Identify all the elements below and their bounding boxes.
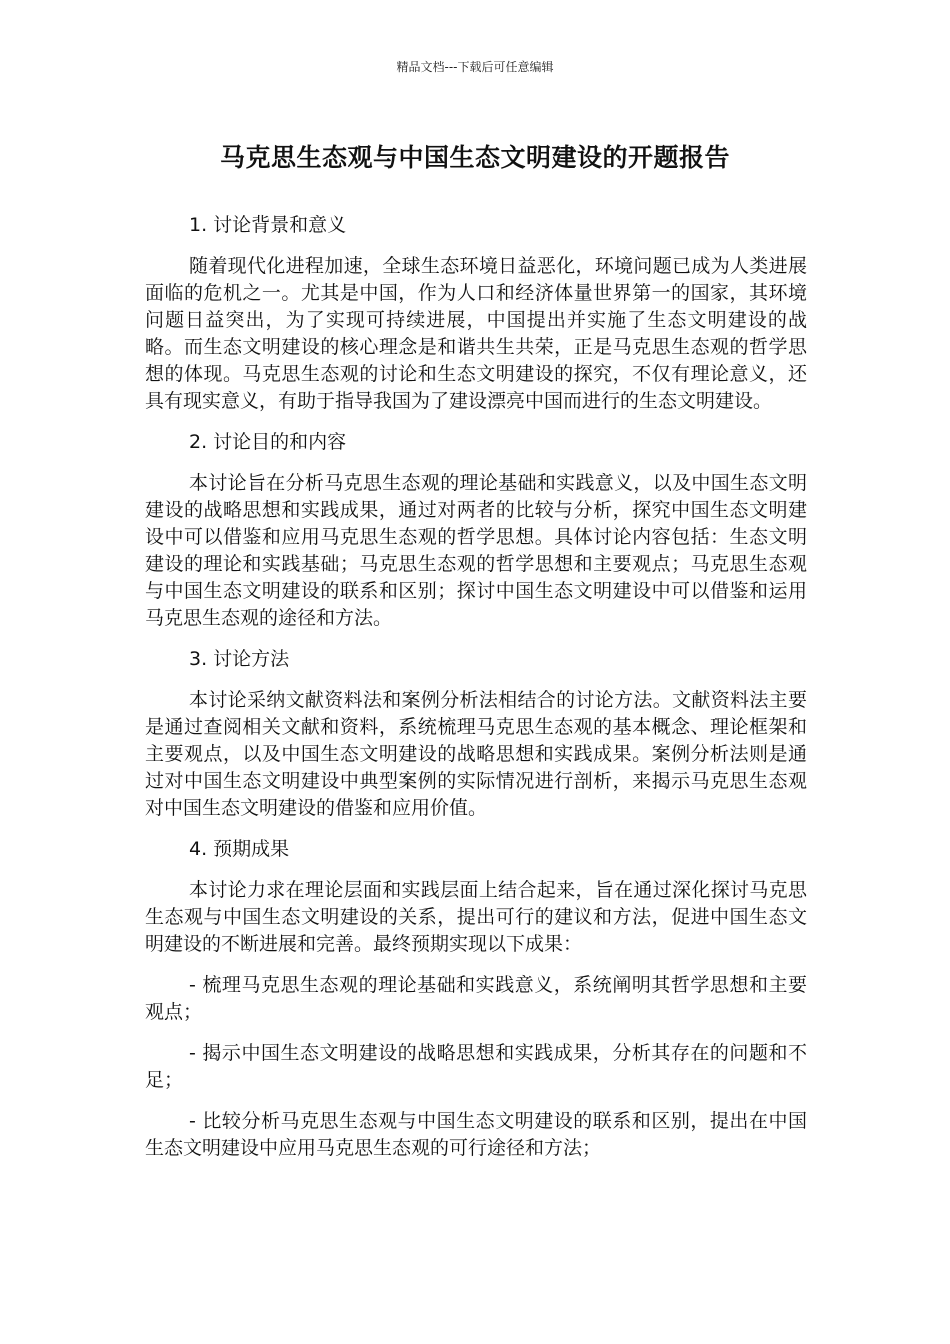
section-paragraph: 本讨论力求在理论层面和实践层面上结合起来，旨在通过深化探讨马克思生态观与中国生态文明建设的关系，提出可行的建议和方法，促进中国生态文明建设的不断进展和完善。最终预期实现以下成果：	[145, 879, 807, 955]
section-heading: 2. 讨论目的和内容	[189, 431, 347, 453]
section-paragraph: 随着现代化进程加速，全球生态环境日益恶化，环境问题已成为人类进展面临的危机之一。尤其是中国，作为人口和经济体量世界第一的国家，其环境问题日益突出，为了实现可持续进展，中国提出并实施了生态文明建设的战略。而生态文明建设的核心理念是和谐共生共荣，正是马克思生态观的哲学思想的体现。马克思生态观的讨论和生态文明建设的探究，不仅有理论意义，还具有现实意义，有助于指导我国为了建设漂亮中国而进行的生态文明建设。	[145, 255, 807, 412]
section-paragraph: 本讨论旨在分析马克思生态观的理论基础和实践意义，以及中国生态文明建设的战略思想和实践成果，通过对两者的比较与分析，探究中国生态文明建设中可以借鉴和应用马克思生态观的哲学思想。具体讨论内容包括：生态文明建设的理论和实践基础；马克思生态观的哲学思想和主要观点；马克思生态观与中国生态文明建设的联系和区别；探讨中国生态文明建设中可以借鉴和运用马克思生态观的途径和方法。	[145, 472, 807, 629]
section-expected-results	[145, 836, 807, 1162]
bullet-item: - 揭示中国生态文明建设的战略思想和实践成果，分析其存在的问题和不足；	[145, 1042, 807, 1091]
section-heading: 1. 讨论背景和意义	[189, 214, 347, 236]
section-method	[145, 646, 807, 822]
document-body	[145, 212, 807, 1176]
section-background	[145, 212, 807, 415]
section-purpose	[145, 429, 807, 632]
bullet-item: - 梳理马克思生态观的理论基础和实践意义，系统阐明其哲学思想和主要观点；	[145, 974, 807, 1023]
bullet-item: - 比较分析马克思生态观与中国生态文明建设的联系和区别，提出在中国生态文明建设中应用马克思生态观的可行途径和方法；	[145, 1110, 807, 1159]
document-title: 马克思生态观与中国生态文明建设的开题报告	[219, 143, 730, 172]
header-note: 精品文档---下载后可任意编辑	[396, 60, 554, 74]
section-paragraph: 本讨论采纳文献资料法和案例分析法相结合的讨论方法。文献资料法主要是通过查阅相关文献和资料，系统梳理马克思生态观的基本概念、理论框架和主要观点，以及中国生态文明建设的战略思想和实践成果。案例分析法则是通过对中国生态文明建设中典型案例的实际情况进行剖析，来揭示马克思生态观对中国生态文明建设的借鉴和应用价值。	[145, 689, 807, 819]
section-heading: 4. 预期成果	[189, 838, 290, 860]
section-heading: 3. 讨论方法	[189, 648, 290, 670]
